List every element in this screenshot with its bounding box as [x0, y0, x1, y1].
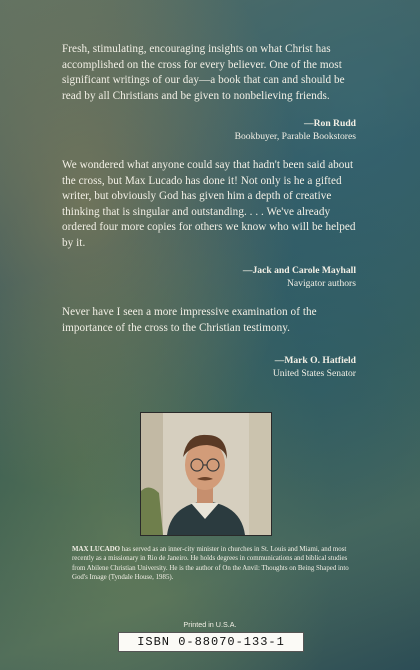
- isbn-label: ISBN 0-88070-133-1: [118, 632, 304, 652]
- attribution-name: —Jack and Carole Mayhall: [242, 265, 356, 276]
- attribution-name: —Ron Rudd: [304, 118, 356, 129]
- printed-in-label: Printed in U.S.A.: [183, 620, 237, 629]
- author-bio: [72, 545, 352, 582]
- author-photo: [140, 412, 272, 536]
- author-name: MAX LUCADO: [72, 546, 121, 553]
- quote-text: Fresh, stimulating, encouraging insights on what Christ has accomplished on the cross for every believer. One of the most significant writings of our day—a book that can and should be read by all Christians and be given to nonbelieving friends.: [62, 43, 345, 102]
- attribution-mayhall: [243, 265, 356, 290]
- attribution-title: Bookbuyer, Parable Bookstores: [234, 130, 356, 142]
- quote-hatfield: [62, 305, 362, 336]
- attribution-title: United States Senator: [272, 367, 356, 379]
- quote-text: Never have I seen a more impressive examination of the importance of the cross to the Christian testimony.: [62, 306, 317, 334]
- author-bio-text: has served as an inner-city minister in churches in St. Louis and Miami, and most recently as a missionary in Rio de Janeiro. He holds degrees in communications and biblical studies from Abilene Christian University. He is the author of On the Anvil: Thoughts on Being Shaped into God's Image (Tyndale House, 1985).: [72, 546, 349, 581]
- quote-text: We wondered what anyone could say that hadn't been said about the cross, but Max Lucado has done it! Not only is he a gifted writer, but obviously God has given him a depth of creative thinking that is singular and outstanding. . . . We've already ordered four more copies for others we know who will be helped by it.: [62, 159, 356, 249]
- quote-mayhall: [62, 158, 362, 251]
- attribution-hatfield: [273, 355, 356, 380]
- author-portrait-illustration: [141, 413, 271, 535]
- attribution-ron-rudd: [235, 118, 356, 143]
- quote-ron-rudd: [62, 42, 362, 104]
- attribution-name: —Mark O. Hatfield: [274, 355, 356, 366]
- attribution-title: Navigator authors: [286, 277, 356, 289]
